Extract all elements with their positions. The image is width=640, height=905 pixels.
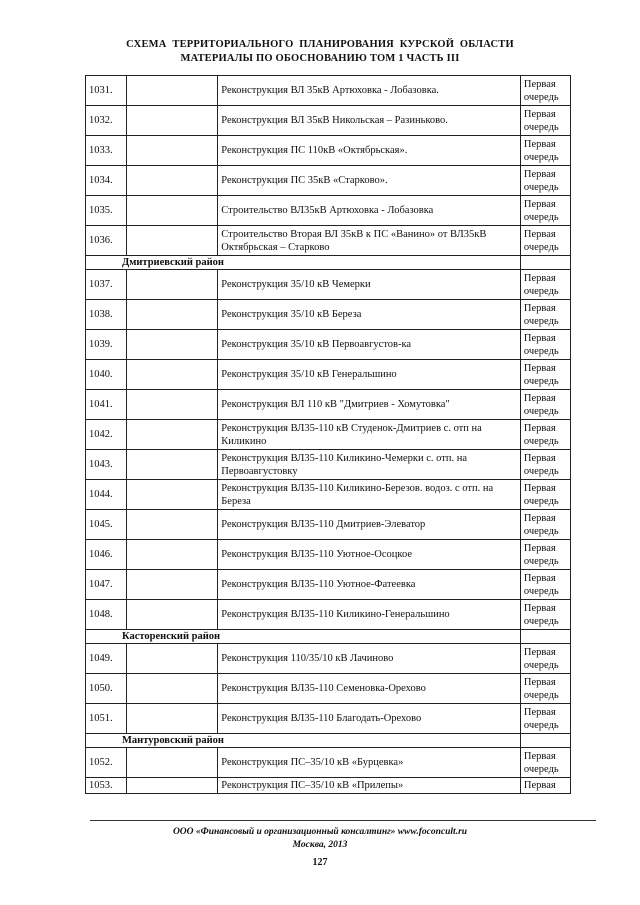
row-number: 1037. xyxy=(86,270,127,300)
table-row xyxy=(86,450,571,480)
row-number: 1048. xyxy=(86,600,127,630)
row-empty-cell xyxy=(127,570,218,600)
row-description: Строительство ВЛ35кВ Артюховка - Лобазовка xyxy=(218,196,521,226)
row-number: 1032. xyxy=(86,106,127,136)
row-description: Реконструкция ВЛ 35кВ Никольская – Разиньково. xyxy=(218,106,521,136)
table-row xyxy=(86,644,571,674)
row-description: Реконструкция 35/10 кВ Чемерки xyxy=(218,270,521,300)
row-number: 1034. xyxy=(86,166,127,196)
row-empty-cell xyxy=(127,644,218,674)
table-row xyxy=(86,300,571,330)
row-status: Первая очередь xyxy=(520,196,570,226)
table-row xyxy=(86,106,571,136)
table-row xyxy=(86,778,571,794)
row-status: Первая очередь xyxy=(520,166,570,196)
row-status: Первая очередь xyxy=(520,600,570,630)
row-empty-cell xyxy=(127,778,218,794)
district-name: Касторенский район xyxy=(86,630,521,644)
row-empty-cell xyxy=(127,226,218,256)
row-empty-cell xyxy=(127,480,218,510)
table-row xyxy=(86,330,571,360)
row-number: 1049. xyxy=(86,644,127,674)
row-empty-cell xyxy=(127,450,218,480)
row-empty-cell xyxy=(127,360,218,390)
row-description: Реконструкция ПС–35/10 кВ «Бурцевка» xyxy=(218,748,521,778)
row-description: Реконструкция ПС 35кВ «Старково». xyxy=(218,166,521,196)
row-empty-cell xyxy=(127,300,218,330)
row-empty-cell xyxy=(127,540,218,570)
footer-city-year: Москва, 2013 xyxy=(292,840,348,850)
row-empty-cell xyxy=(127,330,218,360)
row-number: 1035. xyxy=(86,196,127,226)
table-row xyxy=(86,226,571,256)
row-number: 1052. xyxy=(86,748,127,778)
table-row xyxy=(86,76,571,106)
row-empty-cell xyxy=(127,106,218,136)
row-empty-cell xyxy=(127,136,218,166)
row-status: Первая очередь xyxy=(520,420,570,450)
table-row xyxy=(86,540,571,570)
row-number: 1033. xyxy=(86,136,127,166)
row-status: Первая очередь xyxy=(520,106,570,136)
row-number: 1040. xyxy=(86,360,127,390)
row-status: Первая очередь xyxy=(520,76,570,106)
row-empty-cell xyxy=(127,390,218,420)
row-number: 1050. xyxy=(86,674,127,704)
row-status: Первая очередь xyxy=(520,360,570,390)
row-number: 1036. xyxy=(86,226,127,256)
row-number: 1047. xyxy=(86,570,127,600)
row-empty-cell xyxy=(127,748,218,778)
row-status: Первая очередь xyxy=(520,450,570,480)
document-header xyxy=(0,38,640,66)
district-name: Дмитриевский район xyxy=(86,256,521,270)
table-row xyxy=(86,570,571,600)
district-empty-cell xyxy=(520,630,570,644)
row-description: Реконструкция 35/10 кВ Первоавгустов-ка xyxy=(218,330,521,360)
row-description: Реконструкция 35/10 кВ Береза xyxy=(218,300,521,330)
footer-company: ООО «Финансовый и организационный консалтинг» www.foconcult.ru xyxy=(172,827,468,837)
row-empty-cell xyxy=(127,166,218,196)
table-row xyxy=(86,270,571,300)
row-status: Первая очередь xyxy=(520,300,570,330)
row-description: Реконструкция ПС–35/10 кВ «Прилепы» xyxy=(218,778,521,794)
table-row xyxy=(86,360,571,390)
district-name: Мантуровский район xyxy=(86,734,521,748)
row-status: Первая очередь xyxy=(520,226,570,256)
row-description: Реконструкция ВЛ35-110 Семеновка-Орехово xyxy=(218,674,521,704)
district-empty-cell xyxy=(520,256,570,270)
row-number: 1042. xyxy=(86,420,127,450)
row-empty-cell xyxy=(127,270,218,300)
row-status: Первая xyxy=(520,778,570,794)
row-status: Первая очередь xyxy=(520,270,570,300)
row-description: Реконструкция 110/35/10 кВ Лачиново xyxy=(218,644,521,674)
row-number: 1039. xyxy=(86,330,127,360)
district-row xyxy=(86,734,571,748)
row-empty-cell xyxy=(127,196,218,226)
row-description: Реконструкция ВЛ 110 кВ "Дмитриев - Хомутовка" xyxy=(218,390,521,420)
row-number: 1053. xyxy=(86,778,127,794)
table-row xyxy=(86,196,571,226)
district-empty-cell xyxy=(520,734,570,748)
projects-table xyxy=(85,75,571,794)
page-number: 127 xyxy=(312,857,328,868)
row-description: Реконструкция ВЛ35-110 Уютное-Осоцкое xyxy=(218,540,521,570)
row-empty-cell xyxy=(127,510,218,540)
row-number: 1043. xyxy=(86,450,127,480)
row-description: Реконструкция ВЛ35-110 Уютное-Фатеевка xyxy=(218,570,521,600)
table-row xyxy=(86,674,571,704)
row-status: Первая очередь xyxy=(520,510,570,540)
row-description: Реконструкция ВЛ35-110 Благодать-Орехово xyxy=(218,704,521,734)
row-number: 1041. xyxy=(86,390,127,420)
row-description: Реконструкция ВЛ35-110 Киликино-Генеральшино xyxy=(218,600,521,630)
table-row xyxy=(86,600,571,630)
row-status: Первая очередь xyxy=(520,136,570,166)
row-number: 1044. xyxy=(86,480,127,510)
table-row xyxy=(86,390,571,420)
row-description: Строительство Вторая ВЛ 35кВ к ПС «Ванино» от ВЛ35кВ Октябрьская – Старково xyxy=(218,226,521,256)
table-row xyxy=(86,166,571,196)
row-status: Первая очередь xyxy=(520,540,570,570)
header-subtitle: МАТЕРИАЛЫ ПО ОБОСНОВАНИЮ ТОМ 1 ЧАСТЬ III xyxy=(180,53,460,64)
table-row xyxy=(86,136,571,166)
district-row xyxy=(86,630,571,644)
row-status: Первая очередь xyxy=(520,704,570,734)
row-description: Реконструкция ПС 110кВ «Октябрьская». xyxy=(218,136,521,166)
table-row xyxy=(86,704,571,734)
row-status: Первая очередь xyxy=(520,748,570,778)
table-row xyxy=(86,510,571,540)
row-number: 1031. xyxy=(86,76,127,106)
table-row xyxy=(86,480,571,510)
row-empty-cell xyxy=(127,704,218,734)
footer-divider xyxy=(90,820,596,821)
row-status: Первая очередь xyxy=(520,644,570,674)
table-row xyxy=(86,420,571,450)
row-empty-cell xyxy=(127,420,218,450)
row-description: Реконструкция ВЛ35-110 кВ Студенок-Дмитриев с. отп на Киликино xyxy=(218,420,521,450)
row-number: 1046. xyxy=(86,540,127,570)
row-status: Первая очередь xyxy=(520,330,570,360)
table-row xyxy=(86,748,571,778)
row-empty-cell xyxy=(127,600,218,630)
row-status: Первая очередь xyxy=(520,674,570,704)
row-description: Реконструкция ВЛ 35кВ Артюховка - Лобазовка. xyxy=(218,76,521,106)
row-status: Первая очередь xyxy=(520,570,570,600)
row-empty-cell xyxy=(127,674,218,704)
row-number: 1045. xyxy=(86,510,127,540)
row-empty-cell xyxy=(127,76,218,106)
header-title: СХЕМА ТЕРРИТОРИАЛЬНОГО ПЛАНИРОВАНИЯ КУРСКОЙ ОБЛАСТИ xyxy=(126,39,514,50)
projects-table-body xyxy=(86,76,571,794)
row-description: Реконструкция ВЛ35-110 Киликино-Березов. водоз. с отп. на Береза xyxy=(218,480,521,510)
row-number: 1038. xyxy=(86,300,127,330)
row-status: Первая очередь xyxy=(520,390,570,420)
row-description: Реконструкция 35/10 кВ Генеральшино xyxy=(218,360,521,390)
row-number: 1051. xyxy=(86,704,127,734)
district-row xyxy=(86,256,571,270)
row-description: Реконструкция ВЛ35-110 Киликино-Чемерки с. отп. на Первоавгустовку xyxy=(218,450,521,480)
row-description: Реконструкция ВЛ35-110 Дмитриев-Элеватор xyxy=(218,510,521,540)
row-status: Первая очередь xyxy=(520,480,570,510)
